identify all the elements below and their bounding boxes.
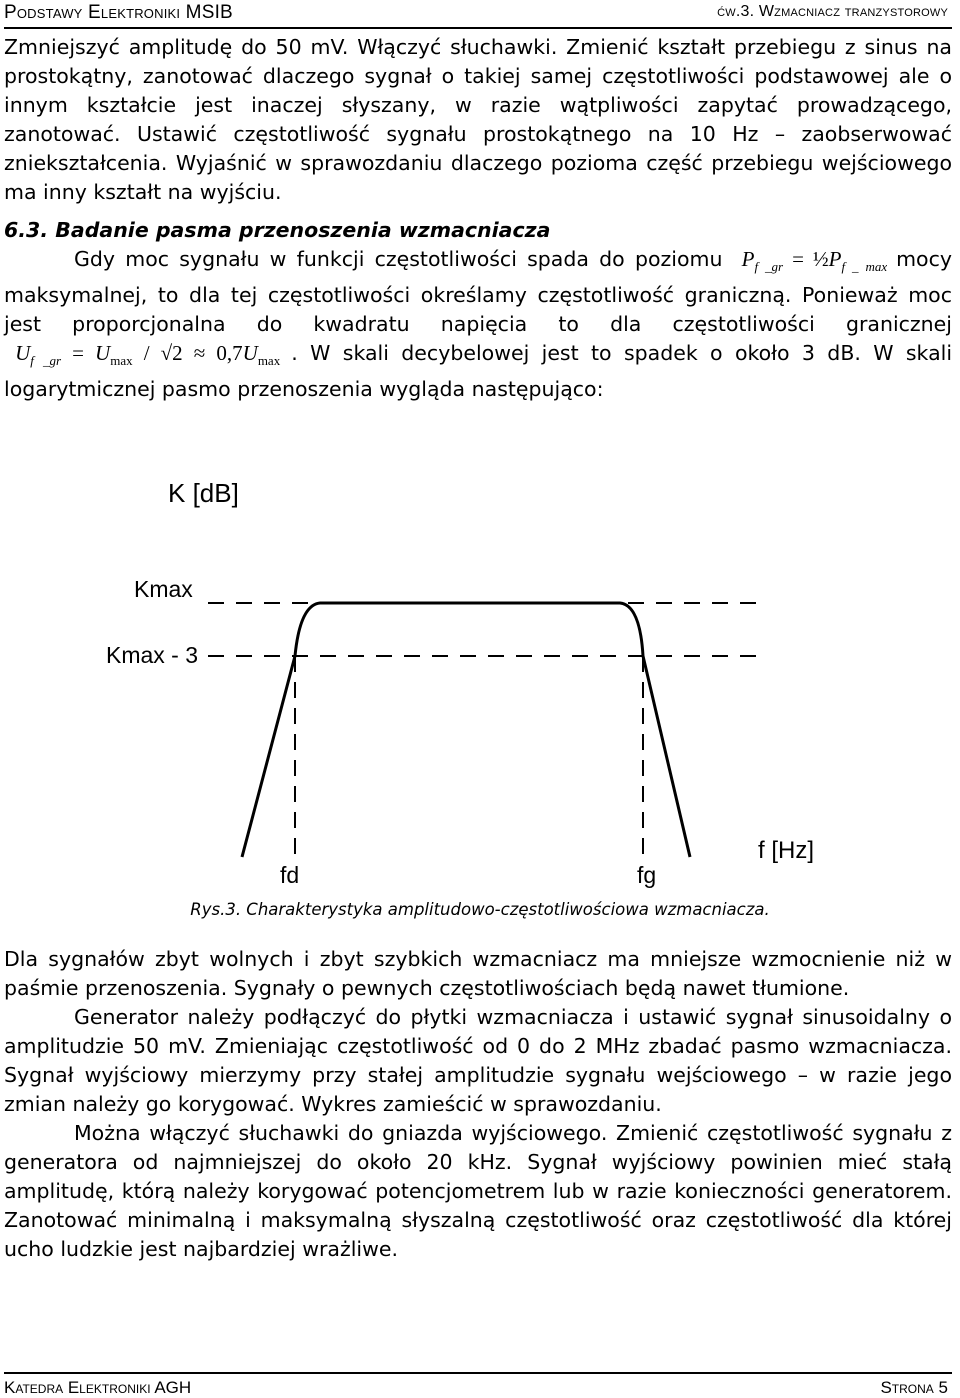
page-footer — [0, 1378, 954, 1398]
main-content — [4, 33, 952, 404]
voltage-formula: $U_{f \_gr} = U_{max} / √2 \approx 0,7U_{max}$ — [4, 341, 281, 368]
footer-rule — [4, 1372, 952, 1374]
section-number: 6.3. — [4, 218, 49, 242]
section-title: Badanie pasma przenoszenia wzmacniacza — [55, 218, 551, 242]
graniczna-text: mocy maksymalnej, to dla tej częstotliwości określamy częstotliwość graniczną. Ponieważ moc jest proporcjonalna do kwadratu napięcia to dla częstotliwości granicznej — [4, 247, 952, 336]
body-text — [4, 945, 952, 1264]
decibel-text: . W skali decybelowej jest to spadek o około 3 dB. W skali logarytmicznej pasmo przenoszenia wygląda następująco: — [4, 341, 953, 401]
y-axis-label: K [dB] — [168, 478, 239, 508]
figure-caption: Rys.3. Charakterystyka amplitudowo-częstotliwościowa wzmacniacza. — [190, 900, 770, 919]
footer-department: Katedra Elektroniki AGH — [4, 1378, 192, 1397]
header-rule — [4, 27, 952, 29]
footer-page-number: Strona 5 — [880, 1378, 948, 1397]
x-axis-label: f [Hz] — [758, 837, 815, 864]
paragraph-3: Generator należy podłączyć do płytki wzmacniacza i ustawić sygnał sinusoidalny o amplitudzie 50 mV. Zmieniając częstotliwość od 0 do 2 MHz zbadać pasmo wzmacniacza. Sygnał wyjściowy mierzymy przy stałej amplitudzie sygnału wejściowego – w razie jego zmian należy go korygować. Wykres zamieścić w sprawozdaniu. — [4, 1005, 952, 1116]
kmax3-label: Kmax - 3 — [106, 642, 199, 668]
header-course: Podstawy Elektroniki MSIB — [4, 2, 233, 23]
kmax-label: Kmax — [134, 576, 193, 602]
fg-label: fg — [637, 862, 657, 888]
section-heading — [4, 216, 952, 245]
power-formula: $P_{f \_gr}$ = $\frac{1}{2}P_{f \_ max}$ — [732, 247, 888, 274]
header-exercise: ćw.3. Wzmacniacz tranzystorowy — [717, 3, 948, 20]
response-curve — [242, 603, 690, 857]
frequency-response-figure — [90, 465, 870, 905]
paragraph-2: Dla sygnałów zbyt wolnych i zbyt szybkich wzmacniacz ma mniejsze wzmocnienie niż w paśmie przenoszenia. Sygnały o pewnych częstotliwościach będą nawet tłumione. — [4, 947, 952, 1000]
power-text: Gdy moc sygnału w funkcji częstotliwości spada do poziomu — [74, 247, 723, 271]
intro-paragraph: Zmniejszyć amplitudę do 50 mV. Włączyć słuchawki. Zmienić kształt przebiegu z sinus na prostokątny, zanotować dlaczego sygnał o takiej samej częstotliwości podstawowej ale o innym kształcie jest inaczej słyszany, w razie wątpliwości zapytać prowadzącego, zanotować. Ustawić częstotliwość sygnału prostokątnego na 10 Hz – zaobserwować zniekształcenia. Wyjaśnić w sprawozdaniu dlaczego pozioma część przebiegu wejściowego ma inny kształt na wyjściu. — [4, 35, 952, 204]
page-header — [0, 0, 954, 28]
paragraph-4: Można włączyć słuchawki do gniazda wyjściowego. Zmienić częstotliwość sygnału z generatora od najmniejszej do około 20 kHz. Sygnał wyjściowy powinien mieć stałą amplitudę, którą należy korygować potencjometrem lub w razie konieczności generatorem. Zanotować minimalną i maksymalną słyszalną częstotliwość oraz częstotliwość dla której ucho ludzkie jest najbardziej wrażliwe. — [4, 1121, 952, 1261]
fd-label: fd — [280, 862, 300, 888]
bandwidth-paragraph — [4, 245, 952, 404]
